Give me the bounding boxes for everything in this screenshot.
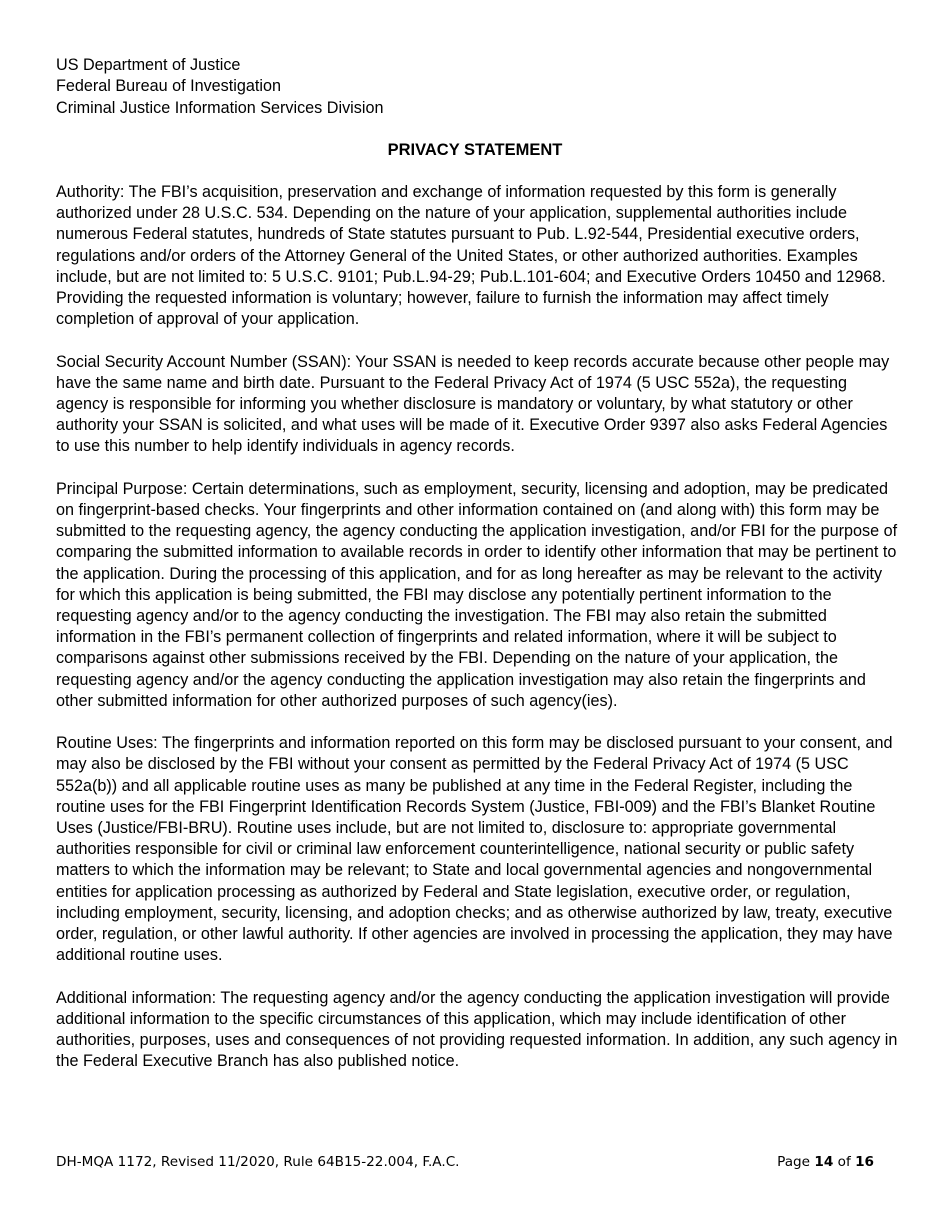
statement-body: [56, 182, 901, 1094]
paragraph-authority: Authority: The FBI’s acquisition, preservation and exchange of information requested by this form is generally authorized under 28 U.S.C. 534. Depending on the nature of your application, supplemental authorities include numerous Federal statutes, hundreds of State statutes pursuant to Pub. L.92-544, Presidential executive orders, regulations and/or orders of the Attorney General of the United States, or other authorized authorities. Examples include, but are not limited to: 5 U.S.C. 9101; Pub.L.94-29; Pub.L.101-604; and Executive Orders 10450 and 12968. Providing the requested information is voluntary; however, failure to furnish the information may affect timely completion of approval of your application.: [56, 183, 886, 329]
agency-line-bureau: Federal Bureau of Investigation: [56, 77, 281, 96]
page-number: [777, 1152, 874, 1172]
paragraph-ssan: Social Security Account Number (SSAN): Your SSAN is needed to keep records accurate because other people may have the same name and birth date. Pursuant to the Federal Privacy Act of 1974 (5 USC 552a), the requesting agency is responsible for informing you whether disclosure is mandatory or voluntary, by what statutory or other authority your SSAN is solicited, and what uses will be made of it. Executive Order 9397 also asks Federal Agencies to use this number to help identify individuals in agency records.: [56, 352, 890, 456]
paragraph-principal-purpose: Principal Purpose: Certain determinations, such as employment, security, licensing and adoption, may be predicated on fingerprint-based checks. Your fingerprints and other information contained on (and along with) this form may be submitted to the requesting agency, the agency conducting the application investigation, and/or FBI for the purpose of comparing the submitted information to available records in order to identify other information that may be pertinent to the application. During the processing of this application, and for as long hereafter as may be relevant to the activity for which this application is being submitted, the FBI may disclose any potentially pertinent information to the requesting agency and/or to the agency conducting the investigation. The FBI may also retain the submitted information in the FBI’s permanent collection of fingerprints and related information, where it will be subject to comparisons against other submissions received by the FBI. Depending on the nature of your application, the requesting agency and/or the agency conducting the application investigation may also retain the fingerprints and other submitted information for other authorized purposes of such agency(ies).: [56, 479, 898, 710]
page-current: 14: [814, 1154, 834, 1170]
agency-line-division: Criminal Justice Information Services Division: [56, 98, 384, 117]
agency-line-department: US Department of Justice: [56, 56, 241, 74]
form-identifier: DH-MQA 1172, Revised 11/2020, Rule 64B15-22.004, F.A.C.: [56, 1154, 460, 1170]
page-label: Page: [777, 1154, 811, 1170]
paragraph-additional-information: Additional information: The requesting agency and/or the agency conducting the application investigation will provide additional information to the specific circumstances of this application, which may include identification of other authorities, purposes, uses and consequences of not providing requested information. In addition, any such agency in the Federal Executive Branch has also published notice.: [56, 988, 898, 1071]
document-title: PRIVACY STATEMENT: [387, 141, 563, 159]
page-of: of: [837, 1154, 851, 1170]
agency-header: [56, 55, 383, 119]
page-total: 16: [855, 1154, 874, 1170]
paragraph-routine-uses: Routine Uses: The fingerprints and information reported on this form may be disclosed pursuant to your consent, and may also be disclosed by the FBI without your consent as permitted by the Federal Privacy Act of 1974 (5 USC 552a(b)) and all applicable routine uses as many be published at any time in the Federal Register, including the routine uses for the FBI Fingerprint Identification Records System (Justice, FBI-009) and the FBI’s Blanket Routine Uses (Justice/FBI-BRU). Routine uses include, but are not limited to, disclosure to: appropriate governmental authorities responsible for civil or criminal law enforcement counterintelligence, national security or public safety matters to which the information may be relevant; to State and local governmental agencies and nongovernmental entities for application processing as authorized by Federal and State legislation, executive order, or regulation, including employment, security, licensing, and adoption checks; and as otherwise authorized by law, treaty, executive order, regulation, or other lawful authority. If other agencies are involved in processing the application, they may have additional routine uses.: [56, 734, 893, 965]
